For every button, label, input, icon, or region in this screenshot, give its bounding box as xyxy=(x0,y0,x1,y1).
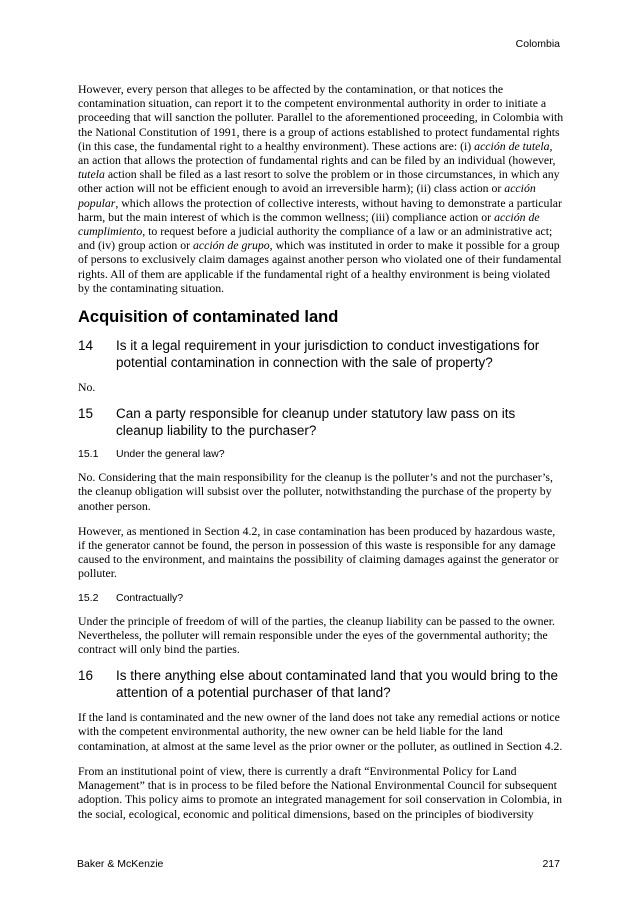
italic-term: acción de cumplimiento xyxy=(78,209,540,239)
section-heading: Acquisition of contaminated land xyxy=(78,308,339,327)
subquestion-number: 15.2 xyxy=(78,591,99,604)
paragraph-actions xyxy=(78,82,564,295)
question-16 xyxy=(78,667,564,701)
answer-15-2-paragraph: Under the principle of freedom of will of the parties, the cleanup liability can be passed to the owner. Nevertheless, the polluter will remain responsible under the eyes of the governmental authority; the contract will only bind the parties. xyxy=(78,613,555,657)
text-run: , which was instituted in order to make it possible for a group of persons to exclusively claim damages against another person who violated one of their fundamental rights. All of them are applicable if the fundamental right of a healthy environment is being violated by the contaminating situation. xyxy=(78,238,562,295)
answer-15-1-paragraph: However, as mentioned in Section 4.2, in case contamination has been produced by hazardous waste, if the generator cannot be found, the person in possession of this waste is responsible for any damage caused to the environment, and maintains the possibility of claiming damages against the generator or polluter. xyxy=(78,523,559,581)
text-run: action shall be filed as a last resort to solve the problem or in those circumstances, in which any other action will not be efficient enough to avoid an irreversible harm); (ii) class action or xyxy=(78,167,560,196)
answer-16-paragraph: If the land is contaminated and the new owner of the land does not take any remedial actions or notice with the competent environmental authority, the new owner can be held liable for the land contamination, at almost at the same level as the prior owner or the polluter, as outlined in Section 4.2. xyxy=(78,710,563,753)
text-run: , to request before a judicial authority the compliance of a law or an administrative act; and (iv) group action or xyxy=(78,224,553,253)
question-text: Can a party responsible for cleanup under statutory law pass on its cleanup liability to the purchaser? xyxy=(116,406,516,439)
question-number: 16 xyxy=(78,668,94,684)
text-run: However, every person that alleges to be affected by the contamination, or that notices the contamination situation, can report it to the competent environmental authority in order to initiate a proceeding that will sanction the polluter. Parallel to the aforementioned proceeding, in Colombia with the National Constitution of 1991, there is a group of actions established to protect fundamental rights (in this case, the fundamental right to a healthy environment). These actions are: (i) xyxy=(78,82,564,153)
text-run: , an action that allows the protection of fundamental rights and can be filed by an individual (however, xyxy=(78,138,556,168)
question-text: Is it a legal requirement in your jurisdiction to conduct investigations for potential contamination in connection with the sale of property? xyxy=(116,338,540,371)
footer-firm-name: Baker & McKenzie xyxy=(77,858,164,870)
answer-16-paragraph: From an institutional point of view, there is currently a draft “Environmental Policy for Land Management” that is in process to be filed before the National Environmental Council for subsequent adoption. This policy aims to promote an integrated management for soil conservation in Colombia, in the social, ecological, economic and political dimensions, based on the principles of biodiversity xyxy=(78,763,563,821)
question-14 xyxy=(78,337,564,371)
question-text: Is there anything else about contaminated land that you would bring to the attention of a potential purchaser of that land? xyxy=(116,668,559,701)
question-number: 14 xyxy=(78,338,94,354)
italic-term: acción de grupo xyxy=(193,238,270,253)
italic-term: tutela xyxy=(78,167,105,182)
subquestion-title: Under the general law? xyxy=(116,448,225,461)
subquestion-15-1 xyxy=(78,448,564,461)
italic-term: acción popular xyxy=(78,181,536,210)
page-content xyxy=(78,82,564,832)
question-number: 15 xyxy=(78,406,94,422)
subquestion-number: 15.1 xyxy=(78,448,99,461)
text-run: , which allows the protection of collective interests, without having to demonstrate a particular harm, but the main interest of which is the common wellness; (iii) compliance action or xyxy=(78,195,562,224)
page-number: 217 xyxy=(542,858,560,870)
question-15 xyxy=(78,405,564,439)
subquestion-15-2 xyxy=(78,592,564,605)
italic-term: acción de tutela xyxy=(474,138,550,153)
answer-14: No. xyxy=(78,380,96,395)
subquestion-title: Contractually? xyxy=(116,591,184,604)
answer-15-1-paragraph: No. Considering that the main responsibility for the cleanup is the polluter’s and not the purchaser’s, the cleanup obligation will subsist over the polluter, notwithstanding the purchase of the property by another person. xyxy=(78,470,553,513)
running-header: Colombia xyxy=(515,38,560,50)
